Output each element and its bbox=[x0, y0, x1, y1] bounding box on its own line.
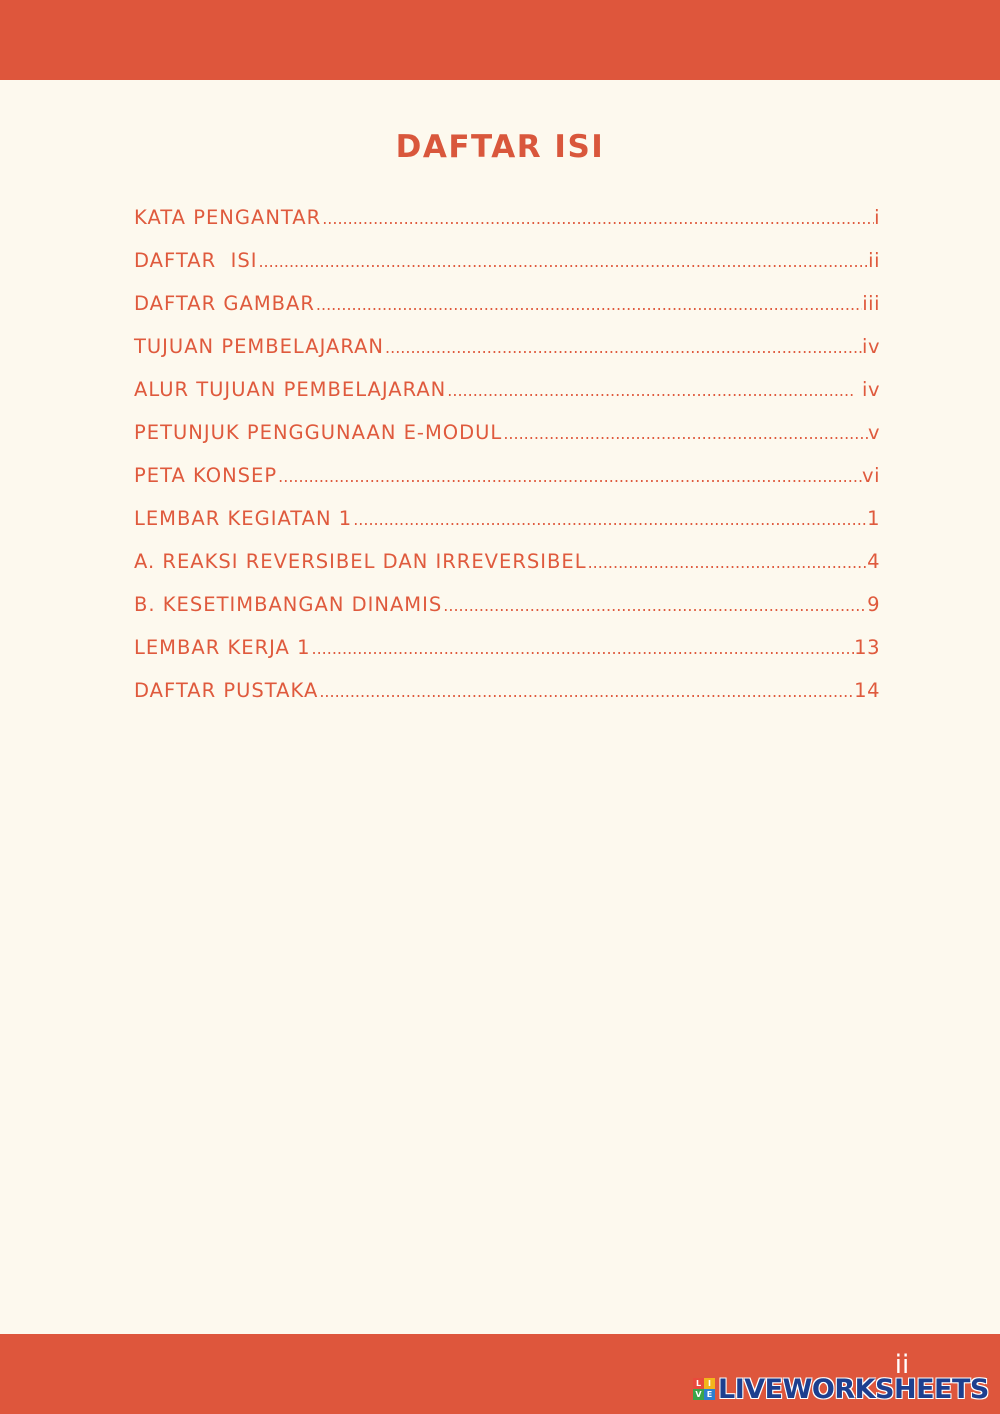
toc-entry-page: i bbox=[874, 206, 880, 229]
toc-dot-leader bbox=[257, 244, 868, 280]
toc-entry-label: ALUR TUJUAN PEMBELAJARAN bbox=[134, 378, 447, 401]
logo-letter: L bbox=[693, 1378, 704, 1389]
toc-entry-label: PETA KONSEP bbox=[134, 464, 278, 487]
toc-entry-label: KATA PENGANTAR bbox=[134, 206, 322, 229]
toc-dot-leader bbox=[442, 588, 867, 624]
toc-dot-leader bbox=[587, 545, 868, 581]
toc-entry-page: 14 bbox=[854, 679, 880, 702]
toc-entry-page: iii bbox=[862, 292, 880, 315]
toc-entry-label: A. REAKSI REVERSIBEL DAN IRREVERSIBEL bbox=[134, 550, 587, 573]
toc-entry-page: vi bbox=[862, 464, 880, 487]
toc-entry-page: 13 bbox=[854, 636, 880, 659]
toc-dot-leader bbox=[318, 674, 854, 710]
toc-entry-label: DAFTAR GAMBAR bbox=[134, 292, 315, 315]
toc-dot-leader bbox=[384, 330, 862, 366]
toc-dot-leader bbox=[315, 287, 862, 323]
liveworksheets-logo-icon bbox=[693, 1378, 715, 1400]
toc-entry[interactable] bbox=[134, 630, 880, 673]
toc-dot-leader bbox=[321, 201, 874, 237]
toc-entry-label: PETUNJUK PENGGUNAAN E-MODUL bbox=[134, 421, 503, 444]
toc-entry-page: 1 bbox=[867, 507, 880, 530]
toc-entry[interactable] bbox=[134, 200, 880, 243]
toc-entry-page: v bbox=[867, 421, 880, 444]
liveworksheets-logo-text: LIVEWORKSHEETS bbox=[718, 1373, 989, 1405]
toc-entry-page: ii bbox=[868, 249, 880, 272]
toc-entry[interactable] bbox=[134, 372, 880, 415]
logo-letter: E bbox=[704, 1389, 715, 1400]
toc-entry[interactable] bbox=[134, 587, 880, 630]
toc-entry-page: iv bbox=[862, 335, 880, 358]
toc-entry[interactable] bbox=[134, 458, 880, 501]
toc-entry-label: B. KESETIMBANGAN DINAMIS bbox=[134, 593, 443, 616]
toc-entry[interactable] bbox=[134, 415, 880, 458]
toc-dot-leader bbox=[502, 416, 868, 452]
page-number: ii bbox=[894, 1350, 910, 1380]
toc-dot-leader bbox=[277, 459, 862, 495]
logo-letter: I bbox=[704, 1378, 715, 1389]
toc-entry-label: LEMBAR KERJA 1 bbox=[134, 636, 311, 659]
toc-entry[interactable] bbox=[134, 501, 880, 544]
page-title: DAFTAR ISI bbox=[395, 128, 605, 165]
toc-entry-label: TUJUAN PEMBELAJARAN bbox=[134, 335, 385, 358]
toc-entry[interactable] bbox=[134, 673, 880, 716]
table-of-contents bbox=[134, 200, 880, 716]
toc-entry-page: 9 bbox=[867, 593, 880, 616]
toc-entry[interactable] bbox=[134, 286, 880, 329]
toc-entry-label: LEMBAR KEGIATAN 1 bbox=[134, 507, 353, 530]
toc-entry-page: 4 bbox=[867, 550, 880, 573]
toc-dot-leader bbox=[352, 502, 867, 538]
logo-letter: V bbox=[693, 1389, 704, 1400]
header-band bbox=[0, 0, 1000, 80]
toc-entry-label: DAFTAR PUSTAKA bbox=[134, 679, 319, 702]
toc-entry[interactable] bbox=[134, 243, 880, 286]
toc-entry[interactable] bbox=[134, 329, 880, 372]
liveworksheets-logo[interactable] bbox=[693, 1372, 989, 1406]
toc-entry-page: iv bbox=[855, 378, 880, 401]
toc-dot-leader bbox=[310, 631, 854, 667]
toc-entry-label: DAFTAR ISI bbox=[134, 249, 258, 272]
toc-dot-leader bbox=[446, 373, 855, 409]
toc-entry[interactable] bbox=[134, 544, 880, 587]
